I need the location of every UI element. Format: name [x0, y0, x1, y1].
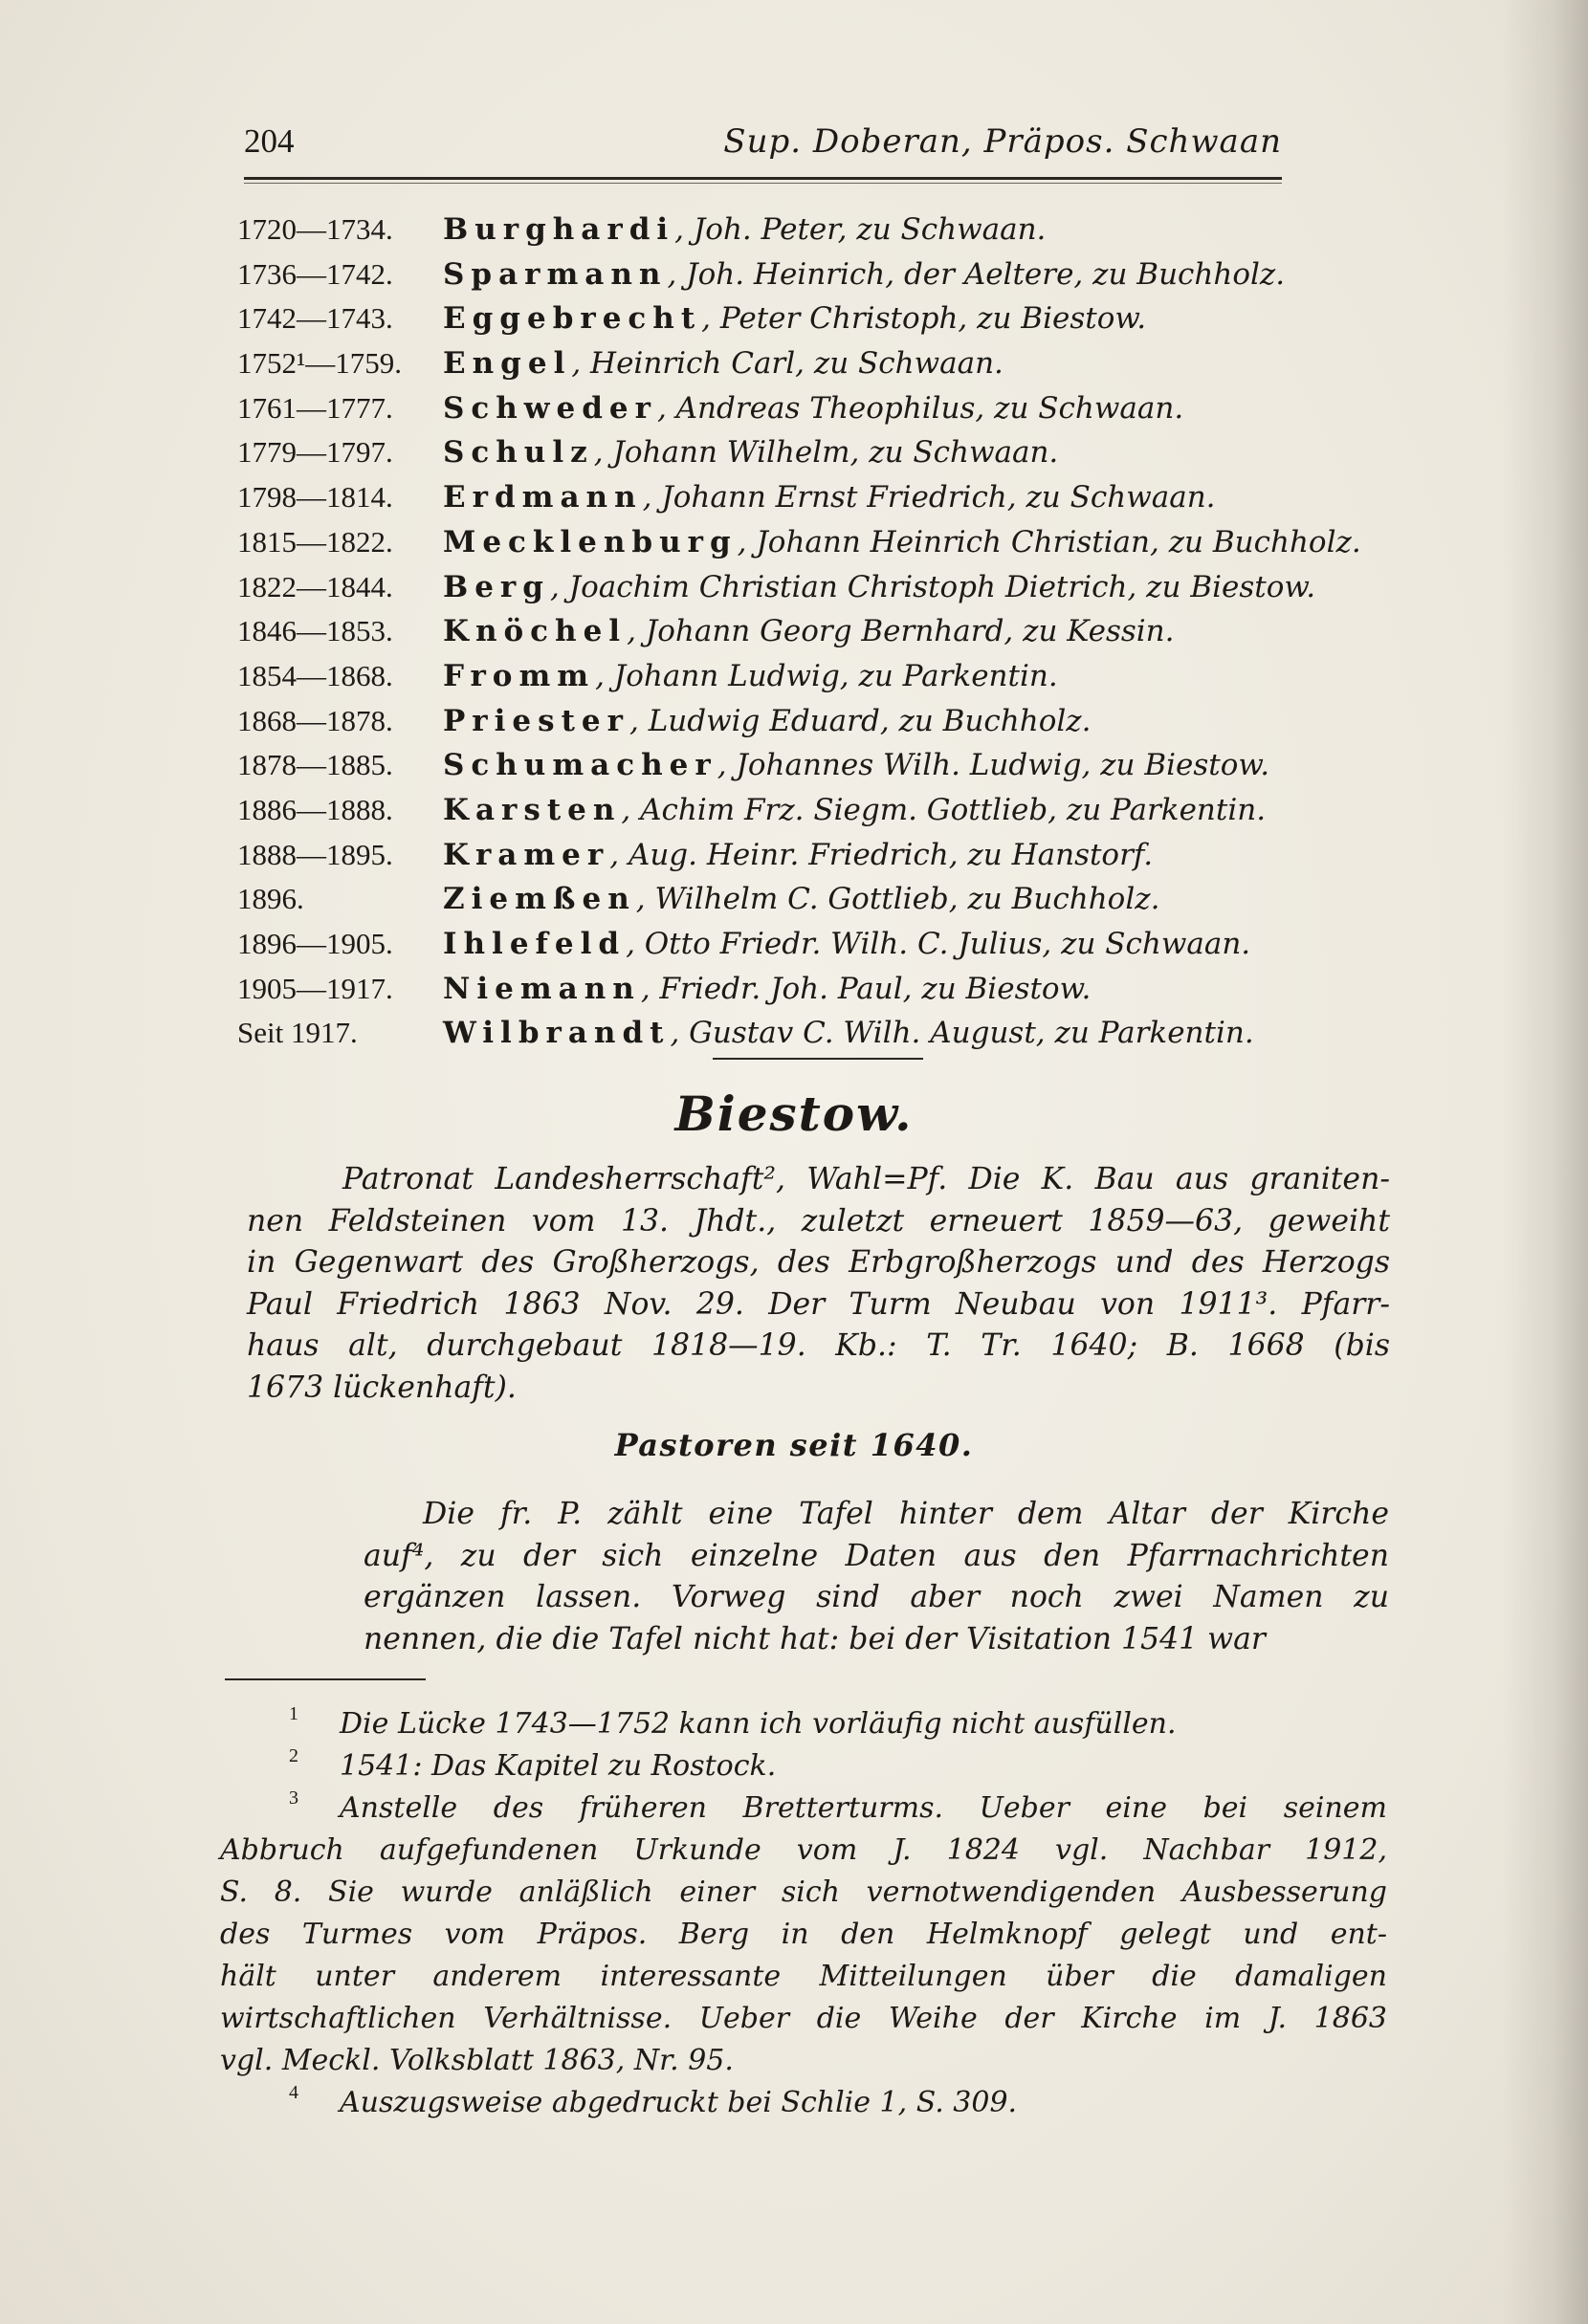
clergy-entry: [237, 480, 1423, 525]
subheading: Pastoren seit 1640.: [614, 1427, 974, 1463]
clergy-name: [443, 972, 1091, 1006]
clergy-list: [237, 212, 1423, 1061]
clergy-surname: Ziemßen: [443, 882, 636, 917]
clergy-years: 1846—1853.: [237, 614, 393, 648]
text-line: Paul Friedrich 1863 Nov. 29. Der Turm Neubau von 1911³. Pfarr-: [247, 1286, 1390, 1322]
clergy-entry: [237, 1016, 1423, 1061]
clergy-surname: Mecklenburg: [443, 524, 738, 559]
clergy-entry: [237, 704, 1423, 749]
clergy-surname: Kramer: [443, 837, 610, 872]
section-divider: [713, 1058, 923, 1060]
clergy-surname: Ihlefeld: [443, 927, 627, 961]
clergy-years: 1888—1895.: [237, 837, 393, 871]
text-line: haus alt, durchgebaut 1818—19. Kb.: T. Tr. 1640; B. 1668 (bis: [247, 1328, 1390, 1363]
footnote-mark: 3: [289, 1787, 298, 1809]
clergy-name: [443, 391, 1183, 426]
clergy-surname: Wilbrandt: [443, 1016, 671, 1051]
clergy-years: 1905—1917.: [237, 971, 393, 1005]
clergy-entry: [237, 659, 1423, 704]
clergy-name: [443, 927, 1250, 961]
footnote-line: Auszugsweise abgedruckt bei Schlie 1, S. 309.: [340, 2086, 1018, 2119]
clergy-surname: Erdmann: [443, 480, 643, 515]
clergy-surname: Sparmann: [443, 256, 668, 292]
clergy-years: 1868—1878.: [237, 703, 393, 737]
clergy-surname: Priester: [443, 703, 629, 738]
clergy-years: 1742—1743.: [237, 301, 393, 336]
footnote-line: hält unter anderem interessante Mitteilungen über die damaligen: [220, 1960, 1387, 1993]
clergy-years: 1752¹—1759.: [237, 346, 403, 381]
page-edge-shadow: [1502, 0, 1588, 2324]
footnote-line: Abbruch aufgefundenen Urkunde vom J. 1824 vgl. Nachbar 1912,: [220, 1833, 1387, 1867]
footnote-mark: 4: [289, 2082, 298, 2103]
clergy-name: [443, 614, 1175, 648]
clergy-details: , Johann Heinrich Christian, zu Buchholz.: [737, 524, 1361, 559]
clergy-years: 1886—1888.: [237, 792, 393, 826]
footnotes: [220, 1703, 1387, 2128]
clergy-entry: [237, 570, 1423, 615]
clergy-entry: [237, 257, 1423, 302]
footnote-line: S. 8. Sie wurde anläßlich einer sich vernotwendigenden Ausbesserung: [220, 1875, 1387, 1909]
footnote-line: vgl. Meckl. Volksblatt 1863, Nr. 95.: [220, 2044, 734, 2077]
clergy-entry: [237, 301, 1423, 346]
clergy-name: [443, 882, 1159, 916]
clergy-details: , Friedr. Joh. Paul, zu Biestow.: [640, 971, 1092, 1006]
footnote-mark: 2: [289, 1745, 298, 1766]
footnote: [220, 2082, 1387, 2128]
clergy-entry: [237, 748, 1423, 793]
clergy-years: 1736—1742.: [237, 256, 393, 291]
clergy-entry: [237, 614, 1423, 659]
clergy-name: [443, 704, 1091, 738]
text-line: Patronat Landesherrschaft², Wahl=Pf. Die K. Bau aus graniten-: [342, 1162, 1390, 1196]
section-title: Biestow.: [674, 1085, 914, 1142]
text-line: nennen, die die Tafel nicht hat: bei der Visitation 1541 war: [364, 1621, 1266, 1656]
clergy-name: [443, 346, 1004, 381]
clergy-details: , Gustav C. Wilh. August, zu Parkentin.: [670, 1016, 1254, 1051]
clergy-details: , Johann Wilhelm, zu Schwaan.: [593, 435, 1059, 471]
text-line: auf⁴, zu der sich einzelne Daten aus den Pfarrnachrichten: [364, 1538, 1389, 1573]
clergy-surname: Burghardi: [443, 212, 675, 247]
pastors-paragraph: [364, 1497, 1389, 1663]
clergy-entry: [237, 391, 1423, 436]
footnote-line: wirtschaftlichen Verhältnisse. Ueber die Weihe der Kirche im J. 1863: [220, 2002, 1387, 2035]
clergy-name: [443, 748, 1269, 782]
clergy-surname: Engel: [443, 346, 572, 382]
footnote-line: des Turmes vom Präpos. Berg in den Helmknopf gelegt und ent-: [220, 1918, 1387, 1951]
footnote-mark: 1: [289, 1703, 298, 1724]
page-number: 204: [244, 122, 295, 160]
clergy-details: , Joh. Peter, zu Schwaan.: [674, 212, 1047, 247]
clergy-entry: [237, 793, 1423, 838]
footnote-line: Anstelle des früheren Bretterturms. Ueber eine bei seinem: [340, 1791, 1387, 1825]
text-line: Die fr. P. zählt eine Tafel hinter dem Altar der Kirche: [423, 1497, 1389, 1531]
clergy-surname: Fromm: [443, 658, 596, 693]
clergy-details: , Heinrich Carl, zu Schwaan.: [571, 346, 1004, 382]
clergy-details: , Achim Frz. Siegm. Gottlieb, zu Parkentin.: [621, 792, 1267, 827]
clergy-details: , Andreas Theophilus, zu Schwaan.: [656, 390, 1184, 426]
clergy-details: , Wilhelm C. Gottlieb, zu Buchholz.: [635, 882, 1160, 917]
clergy-years: 1798—1814.: [237, 480, 393, 515]
header-rule: [244, 177, 1282, 180]
clergy-name: [443, 1016, 1254, 1050]
clergy-details: , Joachim Christian Christoph Dietrich, zu Biestow.: [549, 569, 1316, 604]
clergy-years: 1854—1868.: [237, 658, 393, 692]
footnote-rule: [225, 1678, 426, 1680]
footnote: [220, 1745, 1387, 1791]
text-line: in Gegenwart des Großherzogs, des Erbgroßherzogs und des Herzogs: [247, 1245, 1390, 1280]
clergy-name: [443, 838, 1153, 872]
clergy-years: 1779—1797.: [237, 435, 393, 470]
text-line: 1673 lückenhaft).: [247, 1370, 517, 1405]
clergy-entry: [237, 525, 1423, 570]
clergy-name: [443, 659, 1058, 693]
text-line: ergänzen lassen. Vorweg sind aber noch zwei Namen zu: [364, 1580, 1389, 1614]
clergy-name: [443, 570, 1315, 604]
clergy-entry: [237, 927, 1423, 972]
clergy-years: 1878—1885.: [237, 748, 393, 782]
clergy-details: , Johann Ernst Friedrich, zu Schwaan.: [642, 480, 1216, 515]
text-line: nen Feldsteinen vom 13. Jhdt., zuletzt erneuert 1859—63, geweiht: [247, 1203, 1390, 1239]
clergy-entry: [237, 435, 1423, 480]
clergy-details: , Johann Ludwig, zu Parkentin.: [595, 658, 1058, 693]
clergy-name: [443, 257, 1285, 292]
clergy-details: , Joh. Heinrich, der Aeltere, zu Buchholz.: [667, 256, 1286, 292]
clergy-entry: [237, 882, 1423, 927]
clergy-name: [443, 793, 1266, 827]
clergy-entry: [237, 838, 1423, 883]
clergy-name: [443, 301, 1146, 336]
clergy-years: Seit 1917.: [237, 1016, 358, 1050]
clergy-surname: Schweder: [443, 390, 657, 426]
clergy-years: 1896—1905.: [237, 927, 393, 960]
running-head: [244, 122, 1282, 170]
clergy-surname: Berg: [443, 569, 550, 604]
clergy-years: 1761—1777.: [237, 390, 393, 425]
clergy-surname: Niemann: [443, 971, 641, 1006]
clergy-years: 1896.: [237, 882, 304, 916]
clergy-details: , Aug. Heinr. Friedrich, zu Hanstorf.: [609, 837, 1154, 872]
clergy-details: , Otto Friedr. Wilh. C. Julius, zu Schwaan.: [626, 927, 1251, 961]
clergy-details: , Johann Georg Bernhard, zu Kessin.: [627, 614, 1175, 649]
clergy-name: [443, 212, 1046, 247]
clergy-name: [443, 435, 1058, 470]
clergy-details: , Johannes Wilh. Ludwig, zu Biestow.: [717, 748, 1270, 783]
clergy-years: 1720—1734.: [237, 212, 393, 246]
clergy-entry: [237, 346, 1423, 391]
clergy-years: 1815—1822.: [237, 524, 393, 559]
clergy-entry: [237, 972, 1423, 1017]
clergy-name: [443, 480, 1216, 515]
clergy-surname: Eggebrecht: [443, 301, 702, 337]
clergy-surname: Schumacher: [443, 748, 717, 783]
footnote-line: Die Lücke 1743—1752 kann ich vorläufig nicht ausfüllen.: [340, 1707, 1177, 1741]
clergy-entry: [237, 212, 1423, 257]
clergy-details: , Ludwig Eduard, zu Buchholz.: [629, 703, 1092, 738]
clergy-surname: Knöchel: [443, 614, 628, 649]
running-title: Sup. Doberan, Präpos. Schwaan: [723, 122, 1282, 161]
clergy-surname: Schulz: [443, 435, 594, 471]
footnote-line: 1541: Das Kapitel zu Rostock.: [340, 1749, 777, 1783]
header-rule-thin: [244, 183, 1282, 184]
footnote: [220, 1703, 1387, 1749]
section-paragraph: [247, 1162, 1390, 1412]
footnote: [220, 1787, 1387, 2086]
clergy-name: [443, 525, 1361, 559]
clergy-details: , Peter Christoph, zu Biestow.: [701, 301, 1147, 337]
clergy-surname: Karsten: [443, 792, 622, 827]
clergy-years: 1822—1844.: [237, 569, 393, 603]
